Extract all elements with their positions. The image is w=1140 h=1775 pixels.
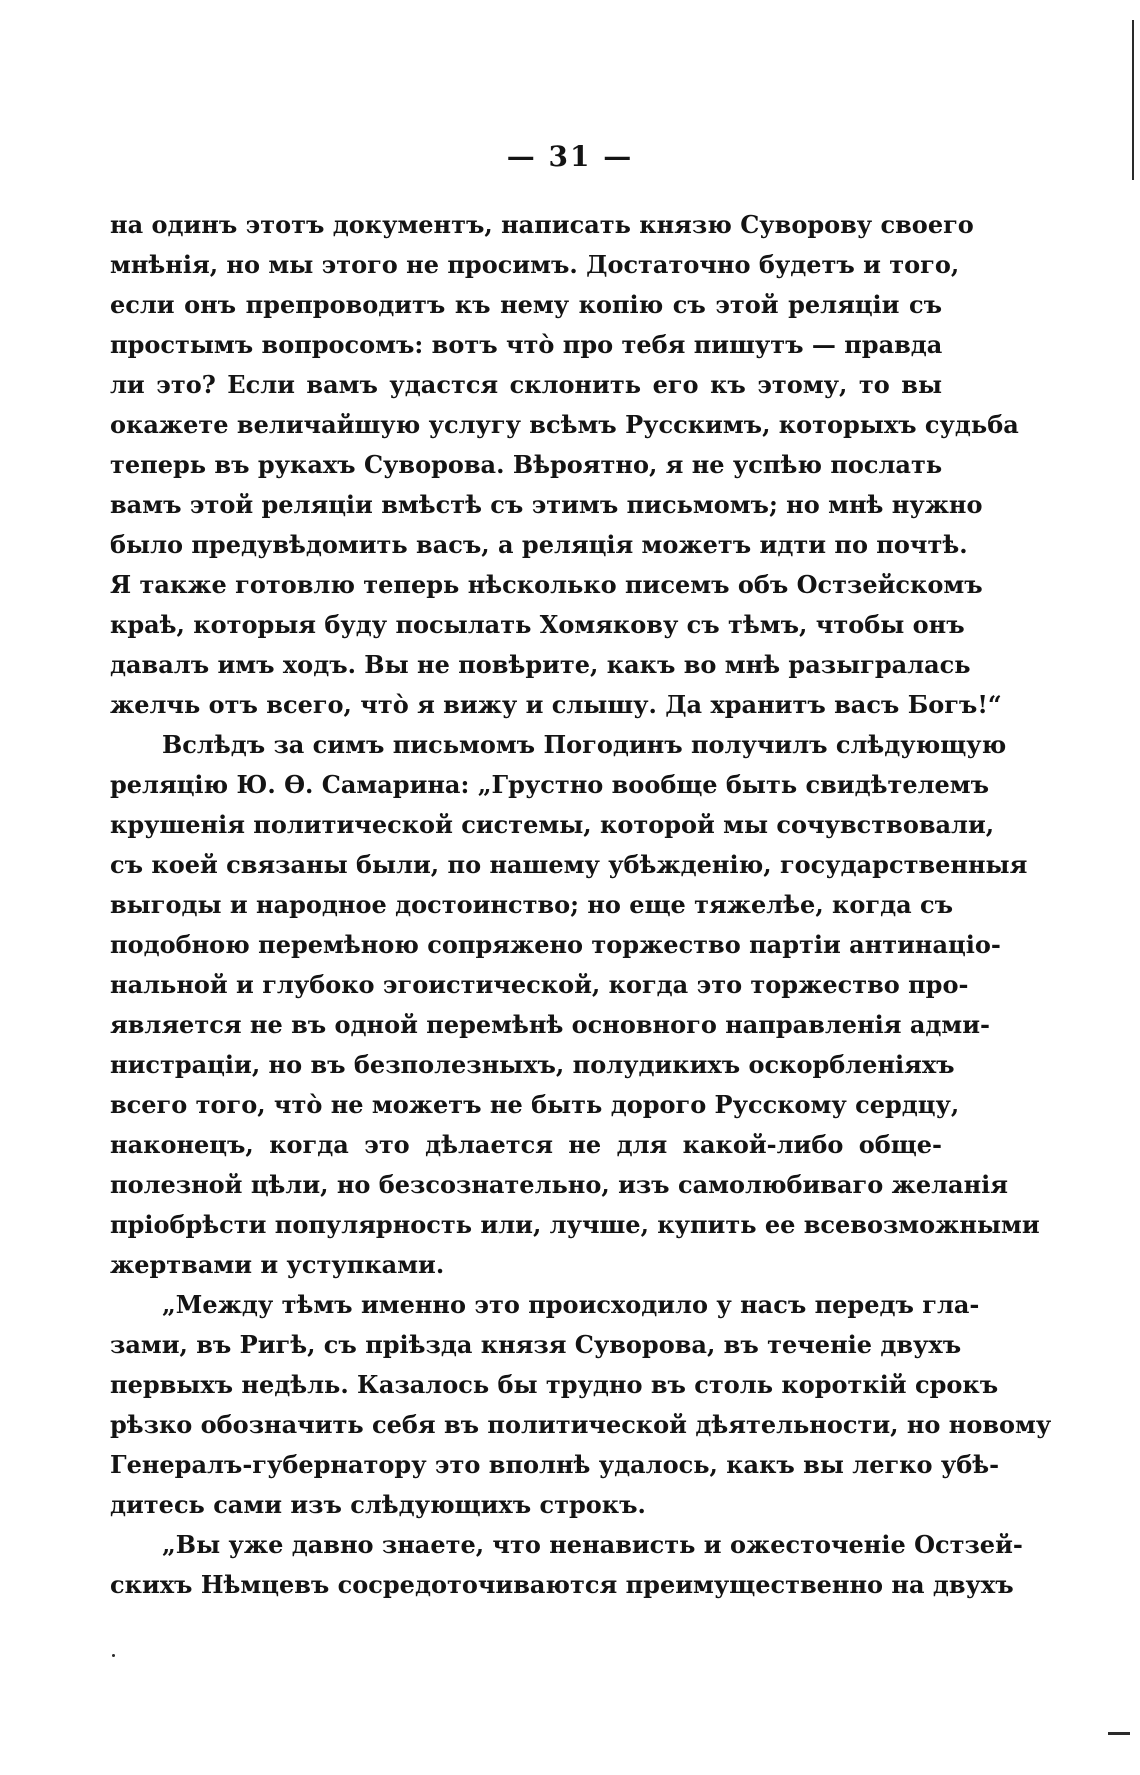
scan-edge-line [1132, 20, 1134, 180]
text-line: является не въ одной перемѣнѣ основного направленія адми- [110, 1010, 990, 1039]
text-line: пріобрѣсти популярность или, лучше, купить ее всевозможными [110, 1210, 1040, 1239]
text-line: первыхъ недѣль. Казалось бы трудно въ столь короткій срокъ [110, 1370, 999, 1399]
text-line: реляцію Ю. Ѳ. Самарина: „Грустно вообще быть свидѣтелемъ [110, 770, 990, 799]
text-line: было предувѣдомить васъ, а реляція можетъ идти по почтѣ. [110, 530, 968, 559]
text-line: давалъ имъ ходъ. Вы не повѣрите, какъ во мнѣ разыгралась [110, 650, 971, 679]
text-line: Я также готовлю теперь нѣсколько писемъ объ Остзейскомъ [110, 570, 983, 599]
text-line: выгоды и народное достоинство; но еще тяжелѣе, когда съ [110, 890, 954, 919]
text-line: окажете величайшую услугу всѣмъ Русскимъ, которыхъ судьба [110, 410, 1019, 439]
text-line: жертвами и уступками. [110, 1250, 445, 1279]
text-line: скихъ Нѣмцевъ сосредоточиваются преимущественно на двухъ [110, 1570, 1014, 1599]
text-line: наконецъ, когда это дѣлается не для какой-либо обще- [110, 1130, 942, 1159]
text-line: дитесь сами изъ слѣдующихъ строкъ. [110, 1490, 646, 1519]
text-line: крушенія политической системы, которой мы сочувствовали, [110, 810, 995, 839]
text-line: желчь отъ всего, что̀ я вижу и слышу. Да хранитъ васъ Богъ!“ [110, 690, 1002, 719]
text-line: полезной цѣли, но безсознательно, изъ самолюбиваго желанія [110, 1170, 1008, 1199]
text-line: рѣзко обозначить себя въ политической дѣятельности, но новому [110, 1410, 1052, 1439]
text-line: съ коей связаны были, по нашему убѣжденію, государственныя [110, 850, 1028, 879]
text-line: Генералъ-губернатору это вполнѣ удалось, какъ вы легко убѣ- [110, 1450, 1000, 1479]
text-line: краѣ, которыя буду посылать Хомякову съ тѣмъ, чтобы онъ [110, 610, 965, 639]
text-line: подобною перемѣною сопряжено торжество партіи антинаціо- [110, 930, 1001, 959]
text-line: простымъ вопросомъ: вотъ что̀ про тебя пишутъ — правда [110, 330, 943, 359]
scan-edge-mark [1108, 1732, 1130, 1735]
paragraph-start-line: Вслѣдъ за симъ письмомъ Погодинъ получилъ слѣдующую [162, 730, 1007, 759]
text-line: нальной и глубоко эгоистической, когда это торжество про- [110, 970, 969, 999]
paragraph-start-line: „Вы уже давно знаете, что ненависть и ожесточеніе Остзей- [162, 1530, 1023, 1559]
page-number: — 31 — [506, 140, 634, 173]
text-line: на одинъ этотъ документъ, написать князю Суворову своего [110, 210, 974, 239]
text-line: ли это? Если вамъ удастся склонить его къ этому, то вы [110, 370, 942, 399]
text-line: зами, въ Ригѣ, съ пріѣзда князя Суворова, въ теченіе двухъ [110, 1330, 962, 1359]
text-line: нистраціи, но въ безполезныхъ, полудикихъ оскорбленіяхъ [110, 1050, 955, 1079]
text-line: вамъ этой реляціи вмѣстѣ съ этимъ письмомъ; но мнѣ нужно [110, 490, 983, 519]
text-line: если онъ препроводитъ къ нему копію съ этой реляціи съ [110, 290, 942, 319]
text-line: мнѣнія, но мы этого не просимъ. Достаточно будетъ и того, [110, 250, 960, 279]
body-text [110, 205, 1052, 1605]
text-line: теперь въ рукахъ Суворова. Вѣроятно, я не успѣю послать [110, 450, 943, 479]
paragraph-start-line: „Между тѣмъ именно это происходило у насъ передъ гла- [162, 1290, 980, 1319]
text-line: всего того, что̀ не можетъ не быть дорого Русскому сердцу, [110, 1090, 960, 1119]
scan-speck [112, 1654, 115, 1657]
